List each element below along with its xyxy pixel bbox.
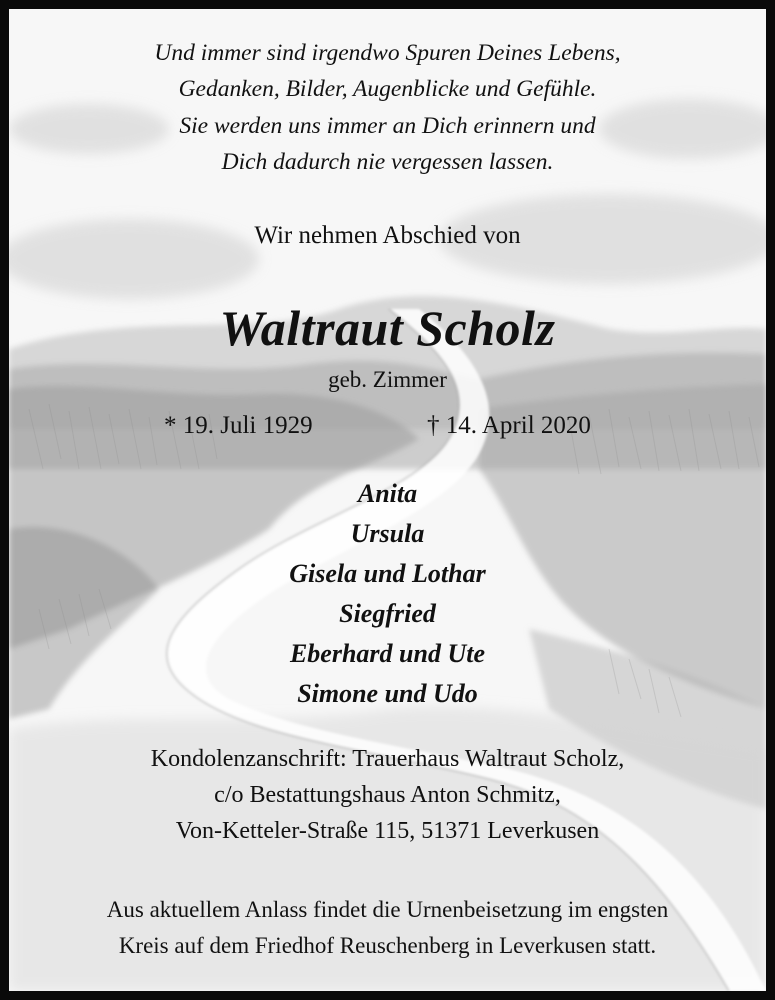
poem-line-3: Sie werden uns immer an Dich erinnern und — [179, 113, 596, 139]
poem-line-4: Dich dadurch nie vergessen lassen. — [221, 149, 554, 175]
condolence-address-line-3: Von-Ketteler-Straße 115, 51371 Leverkusen — [175, 818, 600, 844]
mourner-name: Gisela und Lothar — [289, 559, 486, 588]
poem-line-1: Und immer sind irgendwo Spuren Deines Lebens, — [154, 40, 621, 66]
mourner-name: Ursula — [350, 519, 425, 548]
mourner-name: Anita — [357, 479, 418, 508]
birth-name: geb. Zimmer — [328, 367, 447, 392]
burial-note-line-1: Aus aktuellem Anlass findet die Urnenbeisetzung im engsten — [106, 897, 669, 922]
deceased-name: Waltraut Scholz — [219, 300, 556, 356]
condolence-address-line-1: Kondolenzanschrift: Trauerhaus Waltraut Scholz, — [150, 746, 625, 772]
mourner-name: Siegfried — [339, 599, 436, 628]
farewell-intro: Wir nehmen Abschied von — [254, 222, 521, 249]
condolence-address-line-2: c/o Bestattungshaus Anton Schmitz, — [214, 782, 561, 808]
birth-date: * 19. Juli 1929 — [164, 412, 313, 439]
poem-line-2: Gedanken, Bilder, Augenblicke und Gefühle. — [178, 76, 597, 102]
death-date: † 14. April 2020 — [427, 412, 591, 439]
mourner-name: Simone und Udo — [297, 679, 478, 708]
burial-note-line-2: Kreis auf dem Friedhof Reuschenberg in Leverkusen statt. — [118, 933, 657, 958]
mourner-name: Eberhard und Ute — [289, 639, 486, 668]
